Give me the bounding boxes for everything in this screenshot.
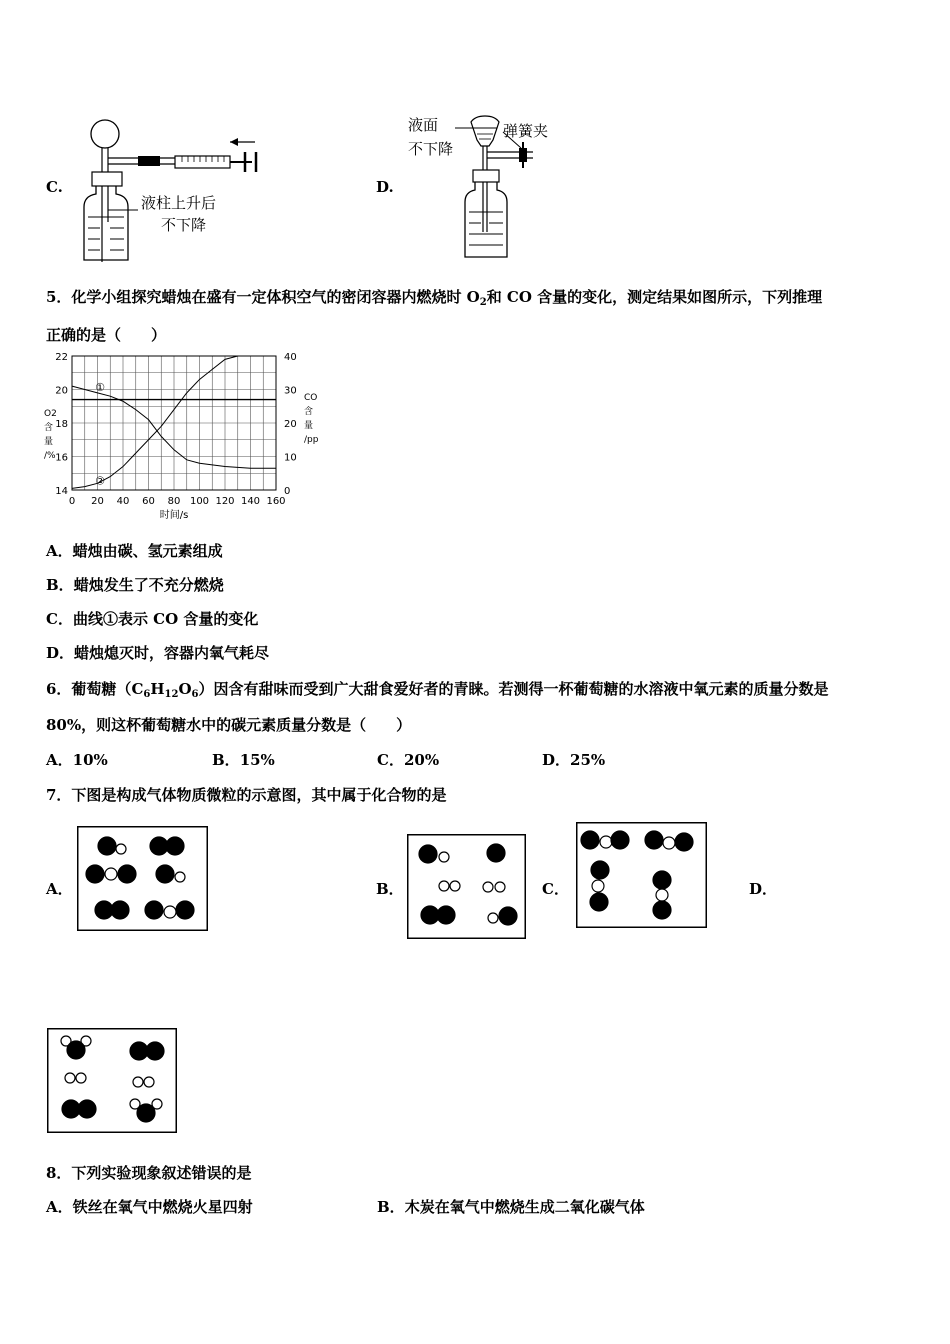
q5-option-c[interactable]: C．曲线①表示 CO 含量的变化 bbox=[46, 610, 259, 628]
x-tick-label: 160 bbox=[266, 496, 286, 507]
y-right-axis-label: /pp bbox=[304, 435, 319, 445]
y-right-axis-label: CO bbox=[304, 393, 318, 403]
series-marker-2: ② bbox=[95, 474, 105, 488]
q5-stem-line2: 正确的是（ ） bbox=[46, 326, 167, 344]
y-left-tick-label: 16 bbox=[55, 452, 68, 464]
q8-option-b[interactable]: B．木炭在氧气中燃烧生成二氧化碳气体 bbox=[377, 1198, 645, 1216]
q6-option-c[interactable]: C．20% bbox=[377, 751, 440, 769]
particle-box-c[interactable] bbox=[576, 822, 707, 928]
d-note-spring-clamp: 弹簧夹 bbox=[503, 122, 549, 140]
c-note-rises: 液柱上升后 bbox=[141, 194, 217, 212]
q8-stem: 8．下列实验现象叙述错误的是 bbox=[46, 1164, 252, 1182]
series-marker-1: ① bbox=[95, 380, 105, 394]
q7-label-c[interactable]: C． bbox=[542, 880, 569, 898]
q8-option-a[interactable]: A．铁丝在氧气中燃烧火星四射 bbox=[46, 1198, 253, 1216]
q4-option-c-label: C. bbox=[46, 178, 63, 196]
q5-option-d[interactable]: D．蜡烛熄灭时，容器内氧气耗尽 bbox=[46, 644, 270, 662]
apparatus-d-diagram bbox=[455, 112, 565, 262]
y-left-axis-label: 含 bbox=[44, 423, 54, 433]
y-right-tick-label: 10 bbox=[284, 452, 297, 464]
q4-option-d-label: D. bbox=[376, 178, 394, 196]
q7-label-b[interactable]: B． bbox=[376, 880, 404, 898]
q6-option-d[interactable]: D．25% bbox=[542, 751, 606, 769]
y-left-tick-label: 20 bbox=[55, 385, 68, 397]
y-left-axis-label: O2 bbox=[44, 409, 57, 419]
x-axis-label: 时间/s bbox=[159, 510, 189, 521]
x-tick-label: 60 bbox=[142, 496, 155, 507]
q7-label-a[interactable]: A． bbox=[46, 880, 73, 898]
d-note-liquid-surface: 液面 bbox=[408, 116, 439, 134]
q7-label-d[interactable]: D． bbox=[749, 880, 778, 898]
x-tick-label: 100 bbox=[189, 496, 210, 507]
q6-option-a[interactable]: A．10% bbox=[46, 751, 108, 769]
x-tick-label: 40 bbox=[116, 496, 130, 507]
q6-option-b[interactable]: B．15% bbox=[212, 751, 275, 769]
particle-box-d[interactable] bbox=[47, 1028, 177, 1133]
particle-box-b[interactable] bbox=[407, 834, 526, 939]
particle-box-a[interactable] bbox=[77, 826, 208, 931]
apparatus-c-diagram bbox=[70, 112, 300, 262]
y-left-tick-label: 14 bbox=[55, 486, 68, 497]
x-tick-label: 140 bbox=[240, 496, 261, 507]
x-tick-label: 80 bbox=[167, 496, 181, 507]
y-right-tick-label: 30 bbox=[284, 385, 297, 397]
q5-stem-line1: 5．化学小组探究蜡烛在盛有一定体积空气的密闭容器内燃烧时 $O_2$和 CO 含量的变化，测定结果如图所示，下列推理 bbox=[46, 288, 823, 308]
y-left-axis-label: 量 bbox=[44, 437, 54, 447]
q6-stem-line1: 6．葡萄糖$(C_6H_{12}O_6)$因含有甜味而受到广大甜食爱好者的青睐。若测得一杯葡萄糖的水溶液中氧元素的质量分数是 bbox=[46, 680, 829, 700]
y-right-tick-label: 40 bbox=[284, 352, 297, 363]
x-tick-label: 0 bbox=[68, 496, 76, 507]
q5-option-a[interactable]: A．蜡烛由碳、氢元素组成 bbox=[46, 542, 223, 560]
c-note-no-fall: 不下降 bbox=[161, 216, 207, 234]
y-right-axis-label: 量 bbox=[304, 421, 314, 431]
x-tick-label: 20 bbox=[91, 496, 104, 507]
q7-stem: 7．下图是构成气体物质微粒的示意图，其中属于化合物的是 bbox=[46, 786, 447, 804]
q6-stem-line2: 80%，则这杯葡萄糖水中的碳元素质量分数是（ ） bbox=[46, 716, 412, 734]
y-right-axis-label: 含 bbox=[304, 407, 314, 417]
d-note-no-fall: 不下降 bbox=[408, 140, 454, 158]
o2-co-chart bbox=[40, 352, 330, 527]
q5-option-b[interactable]: B．蜡烛发生了不充分燃烧 bbox=[46, 576, 224, 594]
y-right-tick-label: 20 bbox=[284, 419, 297, 430]
y-left-axis-label: /% bbox=[44, 451, 56, 461]
y-left-tick-label: 22 bbox=[55, 352, 68, 363]
y-right-tick-label: 0 bbox=[284, 486, 291, 497]
y-left-tick-label: 18 bbox=[55, 419, 68, 430]
x-tick-label: 120 bbox=[215, 496, 235, 507]
